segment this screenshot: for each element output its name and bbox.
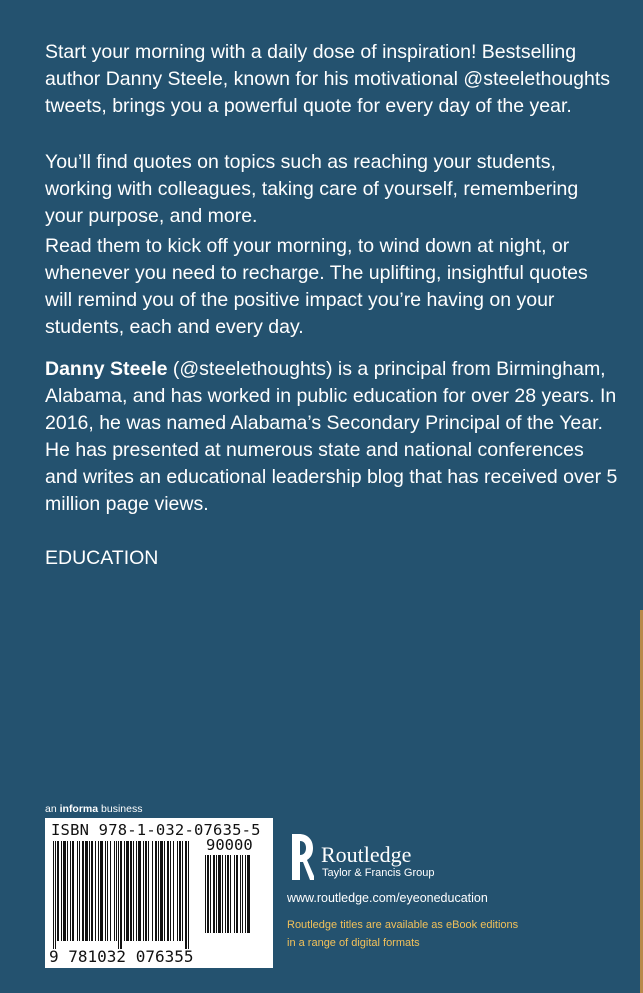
description-text-3: Read them to kick off your morning, to wind down at night, or whenever you need to recharge. The uplifting, insightful quotes will remind you of the positive impact you’re having on your students, each and every day. — [45, 235, 588, 338]
barcode-bar — [242, 855, 243, 933]
barcode-bar — [236, 855, 238, 933]
addon-barcode-bars — [205, 855, 265, 941]
barcode-bar — [57, 841, 59, 941]
barcode-bar — [222, 855, 223, 933]
publisher-website[interactable]: www.routledge.com/eyeoneducation — [287, 891, 488, 905]
barcode-bar — [155, 841, 157, 941]
publisher-name: Routledge — [321, 842, 412, 867]
ebook-note — [287, 916, 518, 952]
barcode-bar — [79, 841, 80, 941]
author-bio — [45, 356, 620, 518]
barcode-bar — [89, 841, 90, 941]
barcode-bar — [98, 841, 99, 941]
barcode-bar — [158, 841, 159, 941]
barcode-bar — [188, 841, 189, 949]
barcode-bar — [107, 841, 108, 941]
barcode-bar — [182, 841, 183, 941]
barcode-bar — [160, 841, 163, 941]
barcode-bar — [164, 841, 165, 941]
barcode-bar — [53, 841, 54, 949]
barcode-bar — [148, 841, 149, 941]
barcode-bar — [120, 841, 122, 949]
routledge-r-icon — [288, 832, 314, 882]
barcode-bar — [247, 855, 250, 933]
author-bio-body: (@steelethoughts) is a principal from Birmingham, Alabama, and has worked in public education for over 28 years. In 2016, he was named Alabama’s Secondary Principal of the Year. He has presented at numerous state and national conferences and writes an educational leadership blog that has received over 5 million page views. — [45, 358, 618, 515]
informa-business-label: an informa business — [45, 803, 143, 815]
barcode-bar — [77, 841, 78, 941]
barcode-bar — [177, 841, 178, 941]
ean-barcode-bars — [53, 841, 195, 949]
barcode-bar — [67, 841, 68, 941]
barcode-bar — [218, 855, 221, 933]
description-paragraph-2 — [45, 149, 620, 230]
barcode-bar — [216, 855, 217, 933]
barcode-bar — [85, 841, 88, 941]
description-text-2: You’ll find quotes on topics such as reaching your students, working with colleagues, taking care of yourself, remembering your purpose, and more. — [45, 151, 579, 227]
barcode-bar — [234, 855, 235, 933]
barcode-bar — [185, 841, 187, 949]
barcode-bar — [227, 855, 229, 933]
barcode-bar — [110, 841, 111, 941]
barcode-bar — [124, 841, 125, 941]
barcode-bar — [91, 841, 93, 941]
barcode-bar — [143, 841, 144, 941]
barcode-bar — [126, 841, 129, 941]
ebook-note-line-1: Routledge titles are available as eBook editions — [287, 919, 519, 931]
barcode-bar — [170, 841, 171, 941]
barcode-bar — [207, 855, 209, 933]
barcode-bar — [213, 855, 215, 933]
barcode-bar — [245, 855, 246, 933]
informa-word: informa — [59, 803, 99, 815]
barcode-bar — [138, 841, 141, 941]
barcode-bar — [114, 841, 115, 941]
author-bio-text — [45, 356, 620, 518]
barcode-bar — [70, 841, 71, 941]
barcode-bar — [116, 841, 117, 941]
description-paragraph-1 — [45, 39, 620, 120]
publisher-group: Taylor & Francis Group — [322, 867, 435, 879]
barcode-bar — [230, 855, 231, 933]
barcode-bar — [145, 841, 147, 941]
isbn-text: ISBN 978-1-032-07635-5 — [51, 821, 261, 839]
barcode-bar — [55, 841, 56, 949]
barcode-bar — [136, 841, 137, 941]
barcode-bar — [72, 841, 74, 941]
ebook-note-line-2: in a range of digital formats — [287, 937, 420, 949]
isbn-barcode — [45, 818, 273, 968]
description-paragraph-3 — [45, 233, 620, 341]
barcode-bar — [82, 841, 84, 941]
barcode-bar — [240, 855, 241, 933]
barcode-bar — [179, 841, 181, 941]
barcode-bar — [167, 841, 169, 941]
ean-digits: 9 781032 076355 — [49, 947, 194, 966]
price-code: 90000 — [206, 836, 253, 854]
barcode-bar — [61, 841, 62, 941]
barcode-bar — [133, 841, 134, 941]
barcode-bar — [105, 841, 106, 941]
barcode-bar — [210, 855, 211, 933]
author-name: Danny Steele — [45, 358, 168, 380]
barcode-bar — [118, 841, 119, 949]
barcode-bar — [173, 841, 174, 941]
category-label: EDUCATION — [45, 547, 159, 569]
barcode-bar — [95, 841, 96, 941]
barcode-bar — [100, 841, 103, 941]
description-text-1: Start your morning with a daily dose of inspiration! Bestselling author Danny Steele, known for his motivational @steelethoughts tweets, brings you a powerful quote for every day of the year. — [45, 41, 611, 117]
barcode-bar — [152, 841, 153, 941]
barcode-bar — [130, 841, 132, 941]
barcode-bar — [63, 841, 66, 941]
barcode-bar — [225, 855, 226, 933]
barcode-bar — [205, 855, 206, 933]
